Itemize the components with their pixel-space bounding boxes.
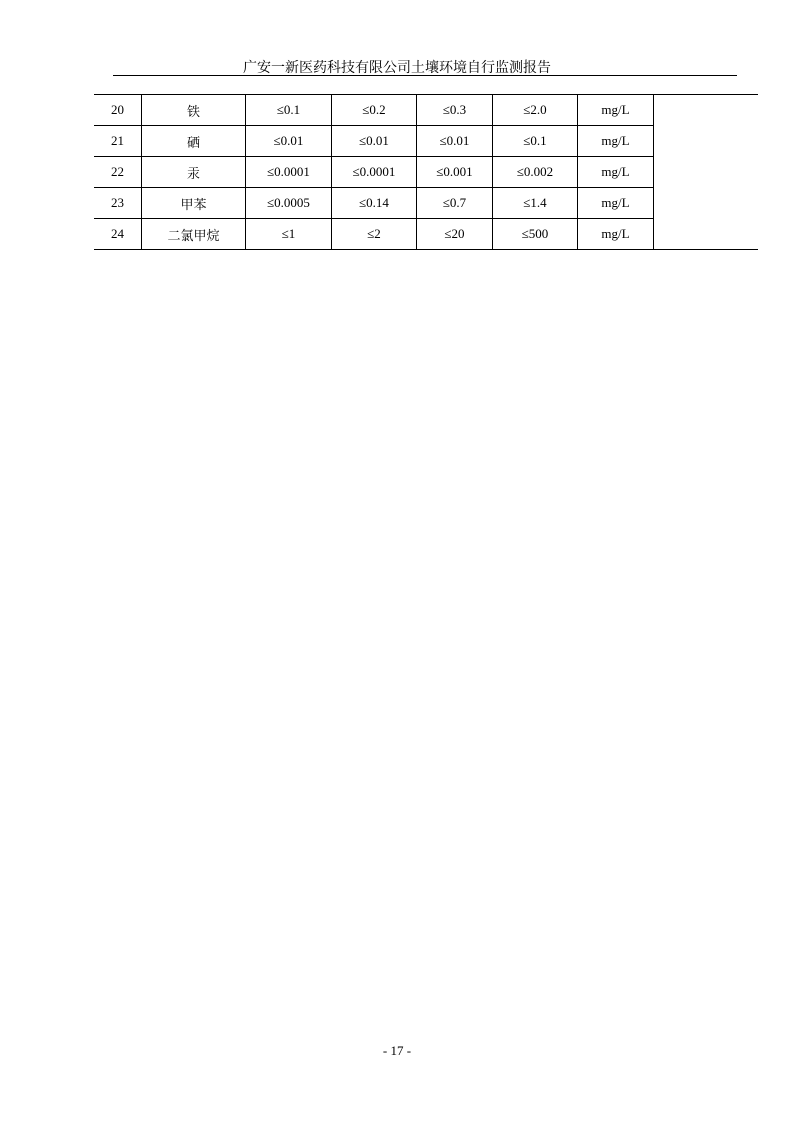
limit-class-3-cell: ≤0.3 [417, 95, 493, 126]
unit-cell: mg/L [578, 219, 654, 250]
row-number-cell: 23 [94, 188, 142, 219]
limit-class-2-cell: ≤0.0001 [332, 157, 417, 188]
unit-cell: mg/L [578, 157, 654, 188]
limit-class-1-cell: ≤0.01 [246, 126, 332, 157]
page-header-title: 广安一新医药科技有限公司土壤环境自行监测报告 [243, 61, 551, 76]
parameter-name-cell: 铁 [142, 95, 246, 126]
row-number-cell: 20 [94, 95, 142, 126]
parameter-name-cell: 二氯甲烷 [142, 219, 246, 250]
limit-class-4-cell: ≤0.1 [493, 126, 578, 157]
limit-class-4-cell: ≤0.002 [493, 157, 578, 188]
table-row [94, 95, 758, 126]
parameter-name-cell: 甲苯 [142, 188, 246, 219]
unit-cell: mg/L [578, 95, 654, 126]
limit-class-1-cell: ≤0.0005 [246, 188, 332, 219]
unit-cell: mg/L [578, 188, 654, 219]
page-number: - 17 - [382, 1043, 412, 1058]
limit-class-2-cell: ≤0.2 [332, 95, 417, 126]
row-number-cell: 22 [94, 157, 142, 188]
remarks-cell [654, 95, 759, 250]
limit-class-4-cell: ≤1.4 [493, 188, 578, 219]
limit-class-2-cell: ≤0.14 [332, 188, 417, 219]
limit-class-3-cell: ≤0.001 [417, 157, 493, 188]
limit-class-3-cell: ≤0.7 [417, 188, 493, 219]
parameter-name-cell: 汞 [142, 157, 246, 188]
limit-class-2-cell: ≤2 [332, 219, 417, 250]
limit-class-3-cell: ≤20 [417, 219, 493, 250]
limit-class-2-cell: ≤0.01 [332, 126, 417, 157]
row-number-cell: 21 [94, 126, 142, 157]
unit-cell: mg/L [578, 126, 654, 157]
parameter-name-cell: 硒 [142, 126, 246, 157]
limit-class-1-cell: ≤0.0001 [246, 157, 332, 188]
standards-table [94, 94, 758, 250]
limit-class-4-cell: ≤500 [493, 219, 578, 250]
limit-class-1-cell: ≤0.1 [246, 95, 332, 126]
limit-class-4-cell: ≤2.0 [493, 95, 578, 126]
header-divider [113, 75, 737, 76]
row-number-cell: 24 [94, 219, 142, 250]
limit-class-3-cell: ≤0.01 [417, 126, 493, 157]
limit-class-1-cell: ≤1 [246, 219, 332, 250]
